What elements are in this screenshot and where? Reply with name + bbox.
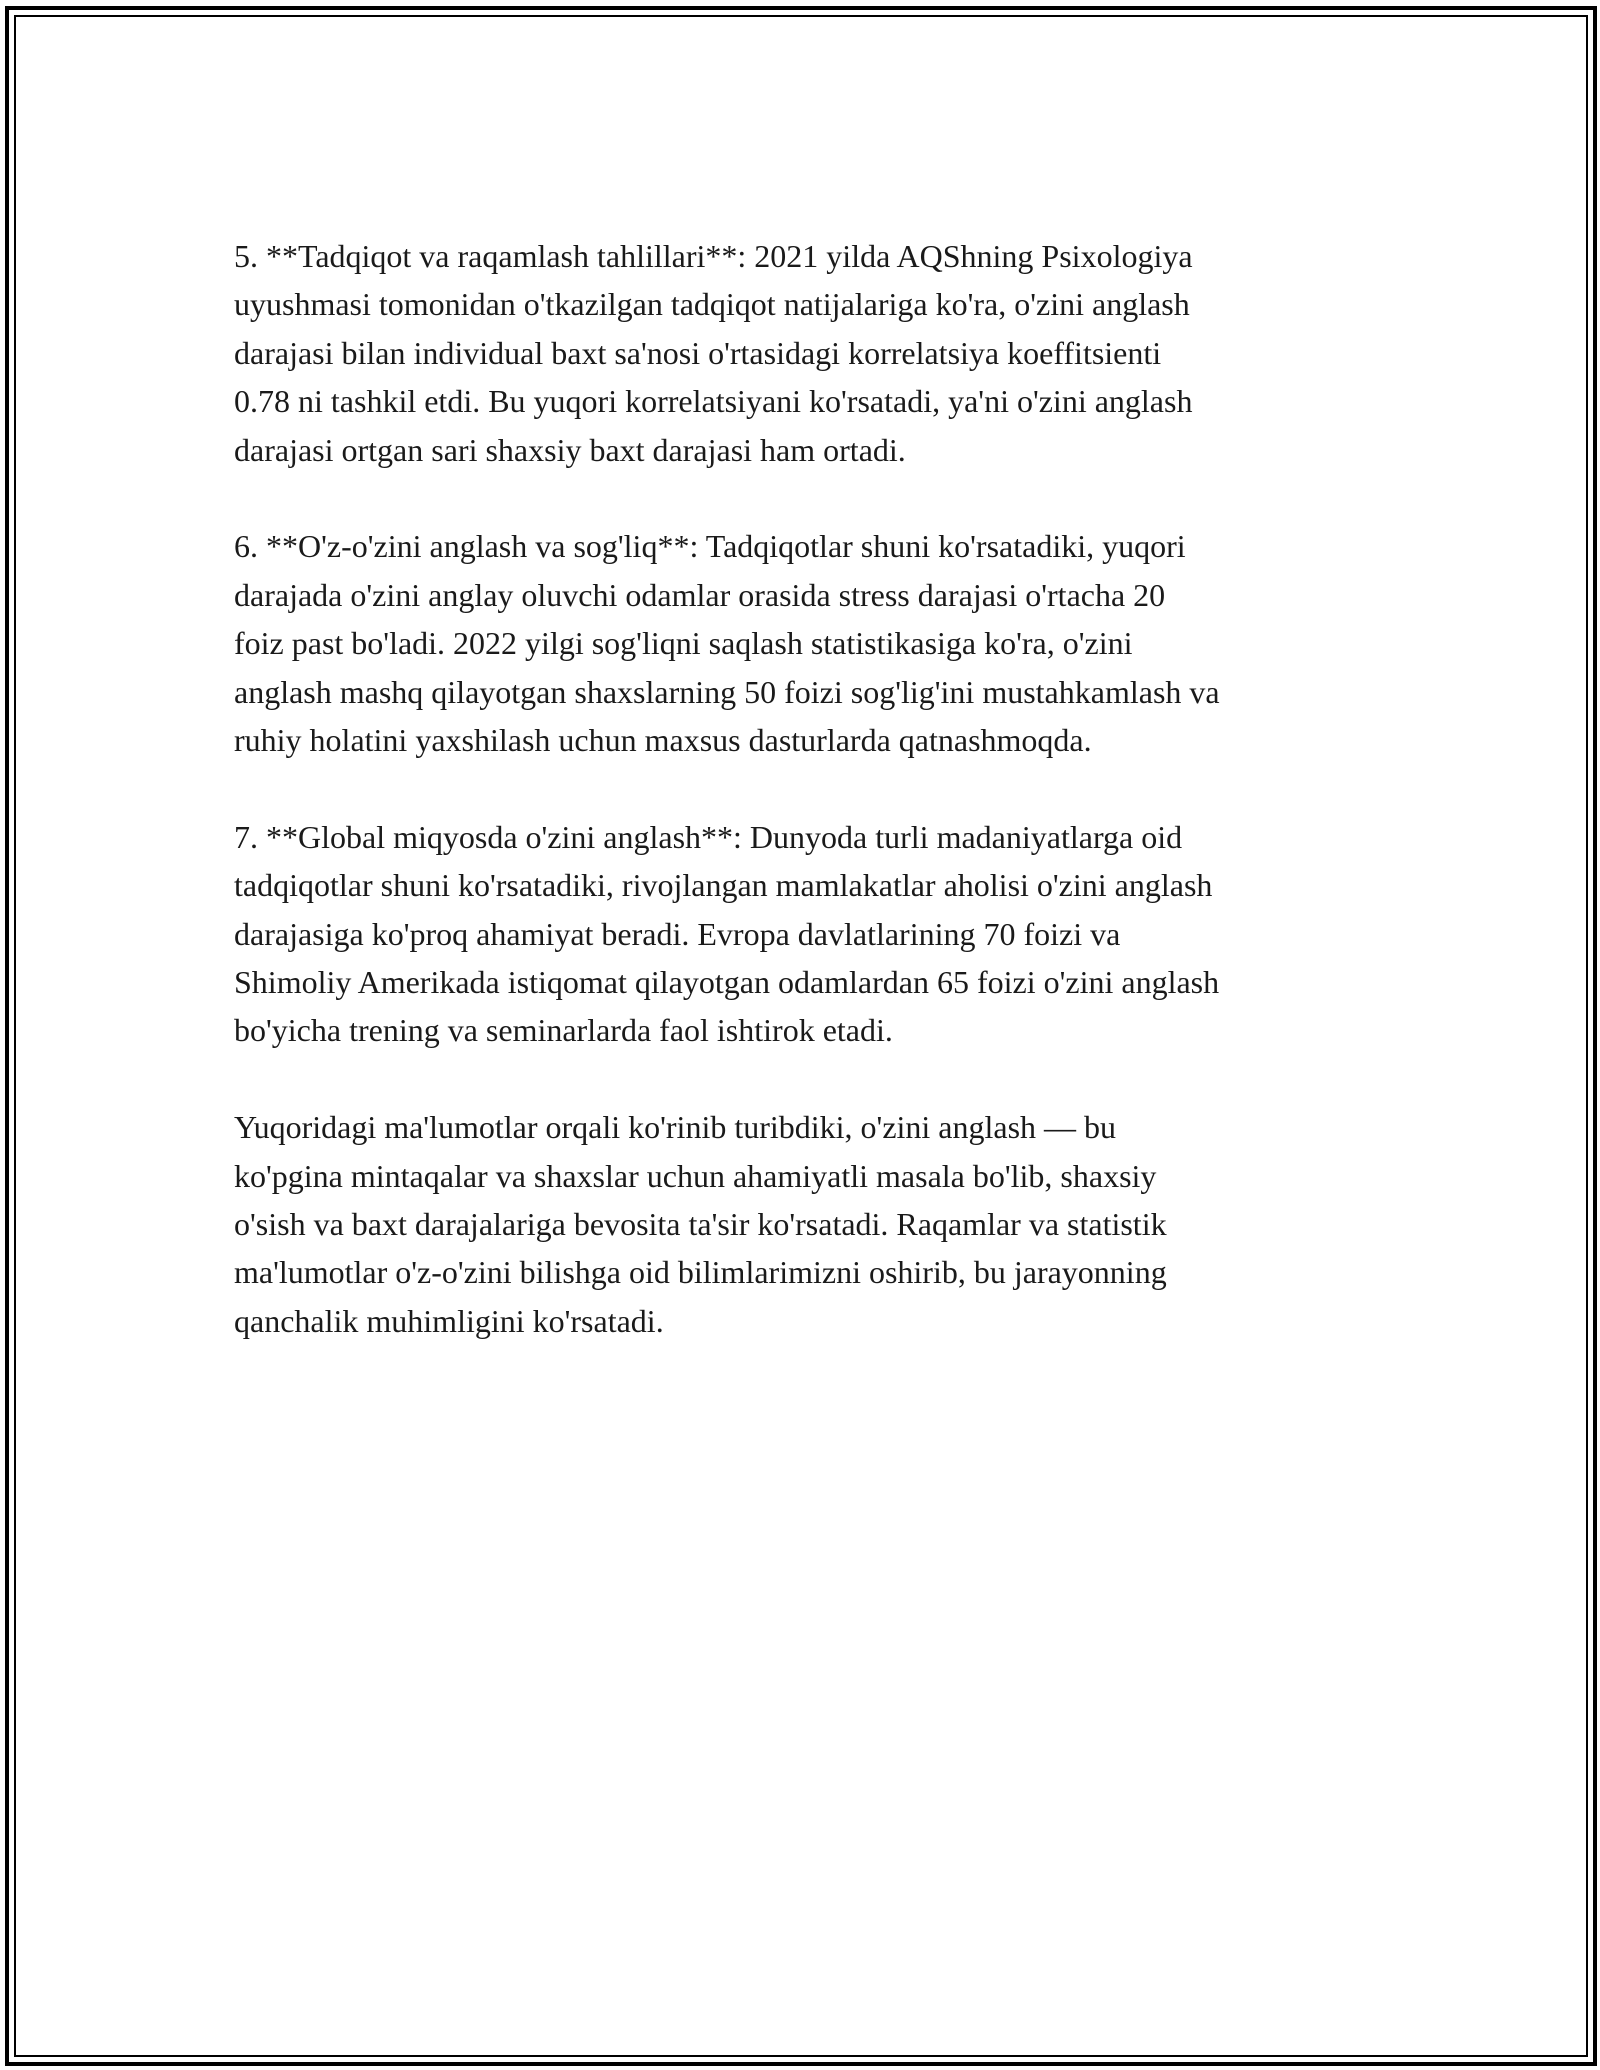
paragraph-conclusion: Yuqoridagi ma'lumotlar orqali ko'rinib turibdiki, o'zini anglash — bu ko'pgina mintaqalar va shaxslar uchun ahamiyatli masala bo'lib, shaxsiy o'sish va baxt darajalariga bevosita ta'sir ko'rsatadi. Raqamlar va statistik ma'lumotlar o'z-o'zini bilishga oid bilimlarimizni oshirib, bu jarayonning qanchalik muhimligini ko'rsatadi. (234, 1109, 1167, 1339)
paragraph-tadqiqot-va-raqamlash: 5. **Tadqiqot va raqamlash tahlillari**: 2021 yilda AQShning Psixologiya uyushmasi tomonidan o'tkazilgan tadqiqot natijalariga ko'ra, o'zini anglash darajasi bilan individual baxt sa'nosi o'rtasidagi korrelatsiya koeffitsienti 0.78 ni tashkil etdi. Bu yuqori korrelatsiyani ko'rsatadi, ya'ni o'zini anglash darajasi ortgan sari shaxsiy baxt darajasi ham ortadi. (234, 238, 1193, 468)
document-body (234, 232, 1374, 1394)
paragraph-ozini-anglash-va-sogliq: 6. **O'z-o'zini anglash va sog'liq**: Tadqiqotlar shuni ko'rsatadiki, yuqori darajada o'zini anglay oluvchi odamlar orasida stress darajasi o'rtacha 20 foiz past bo'ladi. 2022 yilgi sog'liqni saqlash statistikasiga ko'ra, o'zini anglash mashq qilayotgan shaxslarning 50 foizi sog'lig'ini mustahkamlash va ruhiy holatini yaxshilash uchun maxsus dasturlarda qatnashmoqda. (234, 528, 1220, 759)
paragraph-global-miqyosda: 7. **Global miqyosda o'zini anglash**: Dunyoda turli madaniyatlarga oid tadqiqotlar shuni ko'rsatadiki, rivojlangan mamlakatlar aholisi o'zini anglash darajasiga ko'proq ahamiyat beradi. Evropa davlatlarining 70 foizi va Shimoliy Amerikada istiqomat qilayotgan odamlardan 65 foizi o'zini anglash bo'yicha trening va seminarlarda faol ishtirok etadi. (234, 818, 1220, 1049)
